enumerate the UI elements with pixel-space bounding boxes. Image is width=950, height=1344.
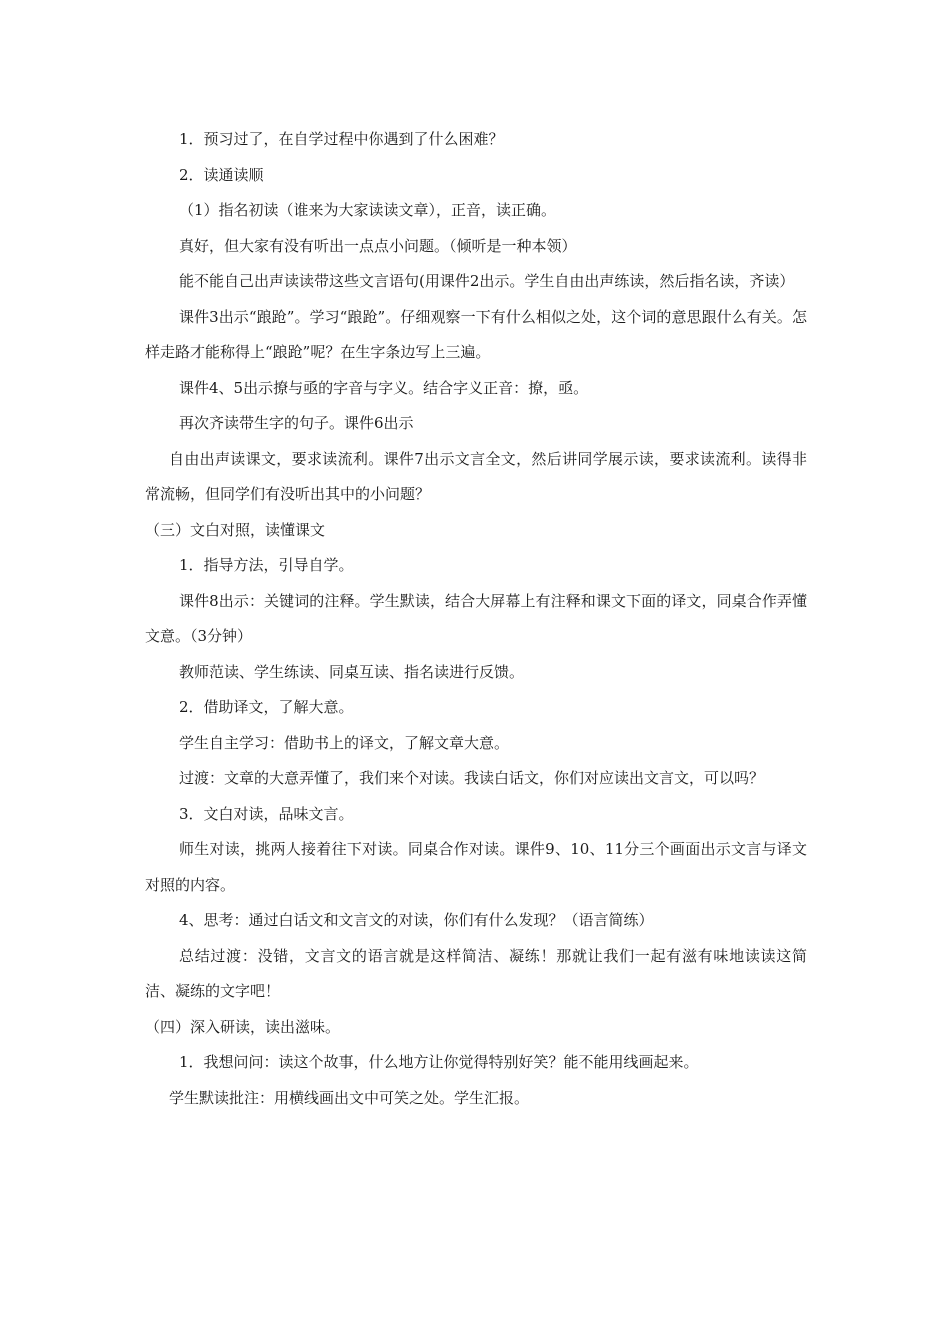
paragraph: 学生自主学习：借助书上的译文，了解文章大意。 <box>179 733 510 752</box>
paragraph: 1．预习过了，在自学过程中你遇到了什么困难？ <box>179 130 504 148</box>
paragraph: 过渡：文章的大意弄懂了，我们来个对读。我读白话文，你们对应读出文言文，可以吗？ <box>179 769 765 787</box>
paragraph: 课件3出示“踉跄”。学习“踉跄”。仔细观察一下有什么相似之处，这个词的意思跟什么有关。怎样走路才能称得上“踉跄”呢？在生字条边写上三遍。 <box>145 307 807 361</box>
paragraph: 1．指导方法，引导自学。 <box>179 556 354 574</box>
document-body <box>145 122 807 1116</box>
paragraph: 3．文白对读，品味文言。 <box>179 804 354 823</box>
paragraph: 再次齐读带生字的句子。课件6出示 <box>179 414 414 432</box>
paragraph: 4、思考：通过白话文和文言文的对读，你们有什么发现？（语言简练） <box>179 911 654 929</box>
paragraph: 2．借助译文，了解大意。 <box>179 698 354 716</box>
paragraph: 2．读通读顺 <box>179 165 264 184</box>
paragraph: 教师范读、学生练读、同桌互读、指名读进行反馈。 <box>179 662 525 681</box>
paragraph: 1．我想问问：读这个故事，什么地方让你觉得特别好笑？能不能用线画起来。 <box>179 1053 699 1071</box>
paragraph: （1）指名初读（谁来为大家读读文章），正音，读正确。 <box>179 201 557 219</box>
paragraph: 师生对读，挑两人接着往下对读。同桌合作对读。课件9、10、11分三个画面出示文言与译文对照的内容。 <box>145 840 807 894</box>
section-heading: （四）深入研读，读出滋味。 <box>145 1017 341 1036</box>
paragraph: 总结过渡：没错，文言文的语言就是这样简洁、凝练！那就让我们一起有滋有味地读读这简洁、凝练的文字吧！ <box>145 946 807 1000</box>
section-heading: （三）文白对照，读懂课文 <box>145 520 326 539</box>
paragraph: 学生默读批注：用横线画出文中可笑之处。学生汇报。 <box>169 1088 530 1107</box>
paragraph: 课件4、5出示撩与亟的字音与字义。结合字义正音：撩，亟。 <box>179 378 589 397</box>
paragraph: 真好，但大家有没有听出一点点小问题。（倾听是一种本领） <box>179 236 577 255</box>
paragraph: 课件8出示：关键词的注释。学生默读，结合大屏幕上有注释和课文下面的译文，同桌合作弄懂文意。（3分钟） <box>145 591 807 645</box>
paragraph: 自由出声读课文，要求读流利。课件7出示文言全文，然后讲同学展示读，要求读流利。读得非常流畅，但同学们有没听出其中的小问题？ <box>145 449 807 503</box>
paragraph: 能不能自己出声读读带这些文言语句(用课件2出示。学生自由出声练读，然后指名读，齐读） <box>179 272 795 290</box>
